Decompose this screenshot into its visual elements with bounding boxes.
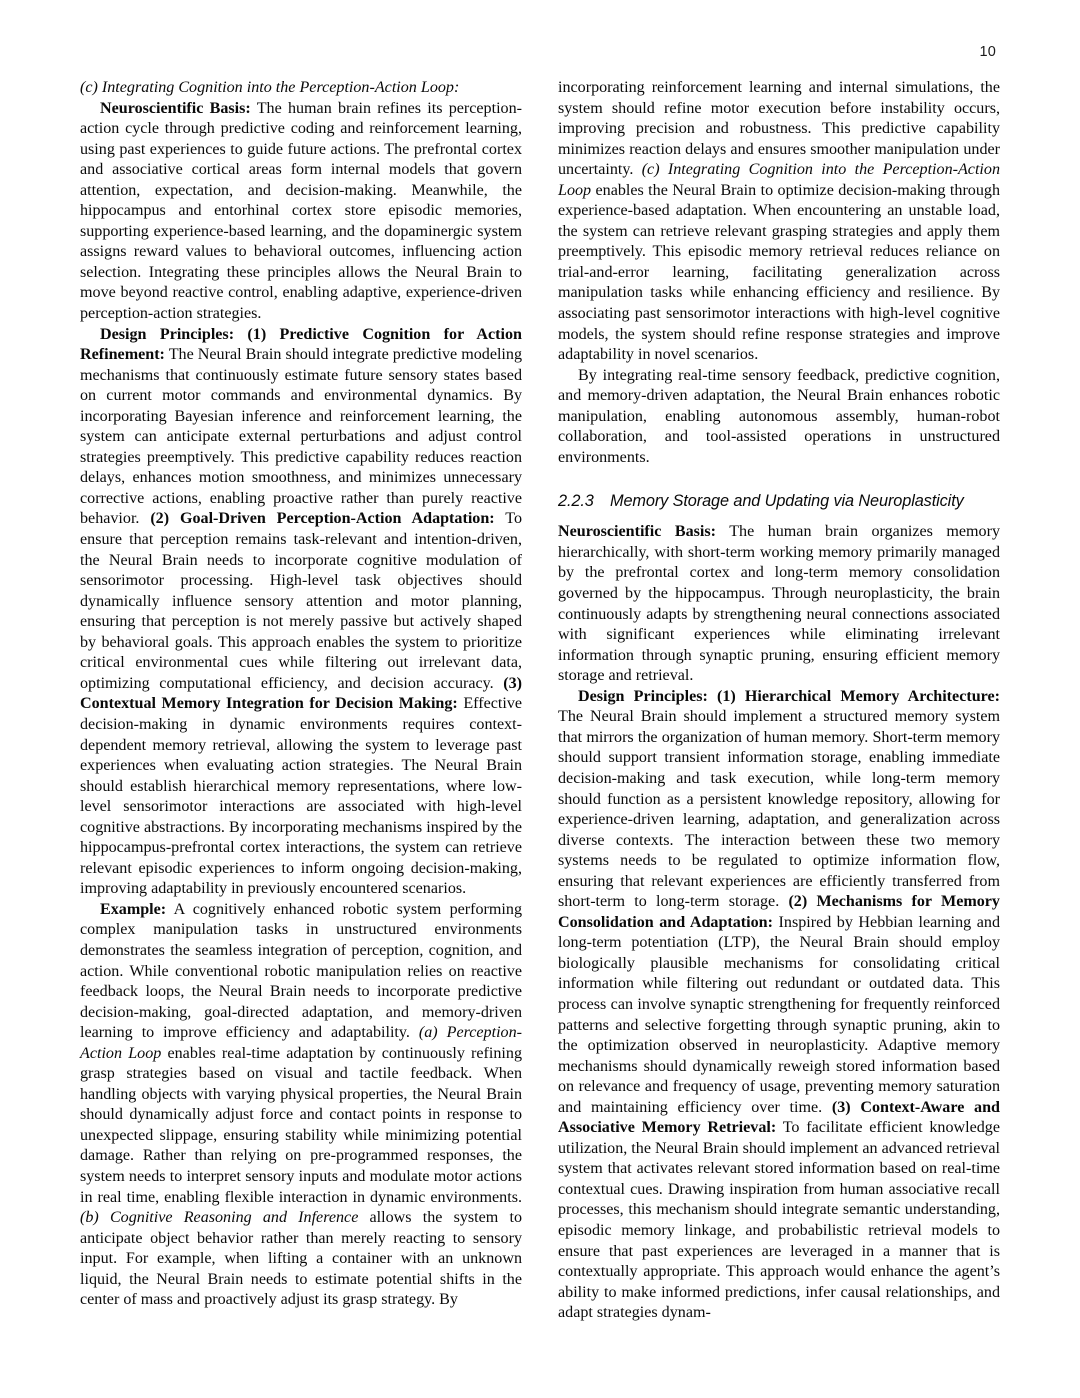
bold-run: Neuroscientific Basis:: [100, 99, 251, 117]
text-run: To ensure that perception remains task-relevant and intention-driven, the Neural Brain needs to incorporate cognitive modulation of sensorimotor processing. High-level task objectives should dynamically influence sensory attention and motor planning, ensuring that perception is not merely passive but actively shaped by behavioral goals. This approach enables the system to prioritize critical environmental cues while filtering out irrelevant data, optimizing computational efficiency, and decision accuracy.: [80, 510, 522, 692]
two-column-body: [80, 78, 1000, 1328]
bold-run: (2) Mechanisms for Memory Consolidation and Adaptation:: [558, 893, 1000, 931]
body-paragraph: [558, 366, 1000, 469]
bold-run: (3) Context-Aware and Associative Memory Retrieval:: [558, 1098, 1000, 1137]
body-paragraph: [558, 522, 1000, 686]
bold-run: (3) Contextual Memory Integration for Decision Making:: [80, 674, 522, 713]
section-number: 2.2.3: [558, 492, 594, 511]
body-paragraph: [558, 78, 1000, 366]
section-title: Memory Storage and Updating via Neuroplasticity: [610, 492, 964, 511]
body-paragraph: [558, 687, 1000, 1324]
body-paragraph: [80, 99, 522, 325]
text-run: A cognitively enhanced robotic system performing complex manipulation tasks in unstructured environments demonstrates the seamless integration of perception, cognition, and action. While conventional robotic manipulation relies on reactive feedback loops, the Neural Brain needs to incorporate predictive decision-making, goal-directed adaptation, and memory-driven learning to improve efficiency and adaptability.: [80, 900, 522, 1042]
bold-run: (2) Goal-Driven Perception-Action Adaptation:: [150, 510, 495, 528]
text-run: allows the system to anticipate object behavior rather than merely reacting to sensory input. For example, when lifting a container with an unknown liquid, the Neural Brain needs to estimate potential shifts in the center of mass and proactively adjust its grasp strategy. By: [80, 1209, 522, 1309]
right-text-column: [558, 78, 1000, 1328]
text-run: The human brain refines its perception-action cycle through predictive coding and reinforcement learning, using past experiences to guide future actions. The prefrontal cortex and associative cortical areas form internal models that govern attention, expectation, and decision-making. Meanwhile, the hippocampus and entorhinal cortex store episodic memories, supporting experience-based learning, and the dopaminergic system assigns reward values to behavioral outcomes, influencing action selection. Integrating these principles allows the Neural Brain to move beyond reactive control, enabling adaptive, experience-driven perception-action strategies.: [80, 99, 522, 323]
text-run: enables the Neural Brain to optimize decision-making through experience-based adaptation. When encountering an unstable load, the system can retrieve relevant grasping strategies and apply them preemptively. This episodic memory retrieval reduces reliance on trial-and-error learning, facilitating generalization across manipulation tasks while enhancing efficiency and resilience. By associating past sensorimotor interactions with high-level cognitive models, the system should refine response strategies and improve adaptability in novel scenarios.: [558, 181, 1000, 364]
italic-run: (a) Perception-Action Loop: [80, 1024, 522, 1062]
text-run: Effective decision-making in dynamic environments requires context-dependent memory retrieval, allowing the system to leverage past experiences when evaluating action strategies. The Neural Brain should establish hierarchical memory representations, where low-level sensorimotor interactions are associated with high-level cognitive abstractions. By incorporating mechanisms inspired by the hippocampus-prefrontal cortex interactions, the system can retrieve relevant episodic experiences to inform ongoing decision-making, improving adaptability in previously encountered scenarios.: [80, 695, 523, 898]
left-text-column: [80, 78, 522, 1328]
body-paragraph: [80, 325, 522, 900]
text-run: enables real-time adaptation by continuously refining grasp strategies based on visual and tactile feedback. When handling objects with varying physical properties, the Neural Brain should dynamically adjust force and contact points in response to unexpected slippage, ensuring stability while minimizing potential damage. Rather than relying on pre-programmed responses, the system needs to interpret sensory inputs and modulate motor actions in real time, enabling flexible interaction in dynamic environments.: [80, 1044, 522, 1206]
italic-run: (c) Integrating Cognition into the Perception-Action Loop: [558, 161, 1000, 199]
text-run: The Neural Brain should implement a structured memory system that mirrors the organization of human memory. Short-term memory should support transient information storage, enabling immediate decision-making and task execution, while long-term memory should function as a persistent knowledge repository, allowing for experience-driven learning, adaptation, and generalization across diverse contexts. The interaction between these two memory systems needs to be regulated to optimize information flow, ensuring that relevant experiences are efficiently transferred from short-term to long-term storage.: [558, 708, 1000, 911]
bold-run: Design Principles: (1) Hierarchical Memory Architecture:: [578, 687, 1000, 705]
body-paragraph: [80, 900, 522, 1311]
text-run: The Neural Brain should integrate predictive modeling mechanisms that continuously estimate future sensory states based on current motor commands and environmental dynamics. By incorporating Bayesian inference and reinforcement learning, the system can anticipate external perturbations and adjust control strategies preemptively. This predictive capability reduces reaction delays, enhances motion smoothness, and minimizes unnecessary corrective actions, enabling proactive rather than purely reactive behavior.: [80, 346, 522, 528]
bold-run: Design Principles: (1) Predictive Cognition for Action Refinement:: [80, 325, 522, 364]
text-run: incorporating reinforcement learning and internal simulations, the system should refine motor execution before instability occurs, improving precision and robustness. This predictive capability minimizes reaction delays and ensures smoother manipulation under uncertainty.: [558, 79, 1000, 179]
bold-run: Example:: [100, 900, 167, 918]
page-number: 10: [979, 44, 996, 60]
bold-run: Neuroscientific Basis:: [558, 523, 717, 541]
section-heading: [558, 491, 1000, 511]
italic-run: (b) Cognitive Reasoning and Inference: [80, 1209, 359, 1227]
text-run: Inspired by Hebbian learning and long-term potentiation (LTP), the Neural Brain should employ biologically plausible mechanisms for consolidating critical information while filtering out redundant or outdated data. This process can involve synaptic strengthening for frequently reinforced patterns and selective forgetting through synaptic pruning, akin to the optimization observed in neuroplasticity. Adaptive memory mechanisms should dynamically reweigh stored information based on relevance and frequency of usage, preventing memory saturation and maintaining efficiency over time.: [558, 913, 1000, 1116]
text-run: The human brain organizes memory hierarchically, with short-term working memory primarily managed by the prefrontal cortex and long-term memory consolidation governed by the hippocampus. Through neuroplasticity, the brain continuously adapts by strengthening neural connections associated with significant experiences while eliminating irrelevant information through synaptic pruning, ensuring efficient memory storage and retrieval.: [558, 523, 1000, 685]
subsection-label: [80, 78, 522, 99]
text-run: To facilitate efficient knowledge utilization, the Neural Brain should implement an advanced retrieval system that activates relevant stored information based on real-time contextual cues. Drawing inspiration from human associative recall processes, this mechanism should integrate semantic understanding, episodic memory linkage, and probabilistic retrieval models to ensure that past experiences are leveraged in a manner that is contextually appropriate. This approach would enhance the agent’s ability to make informed predictions, infer causal relationships, and adapt strategies dynam-: [558, 1119, 1000, 1322]
italic-run: (c) Integrating Cognition into the Perception-Action Loop:: [80, 79, 460, 96]
text-run: By integrating real-time sensory feedback, predictive cognition, and memory-driven adaptation, the Neural Brain enhances robotic manipulation, enabling autonomous assembly, human-robot collaboration, and tool-assisted operations in unstructured environments.: [558, 366, 1000, 466]
